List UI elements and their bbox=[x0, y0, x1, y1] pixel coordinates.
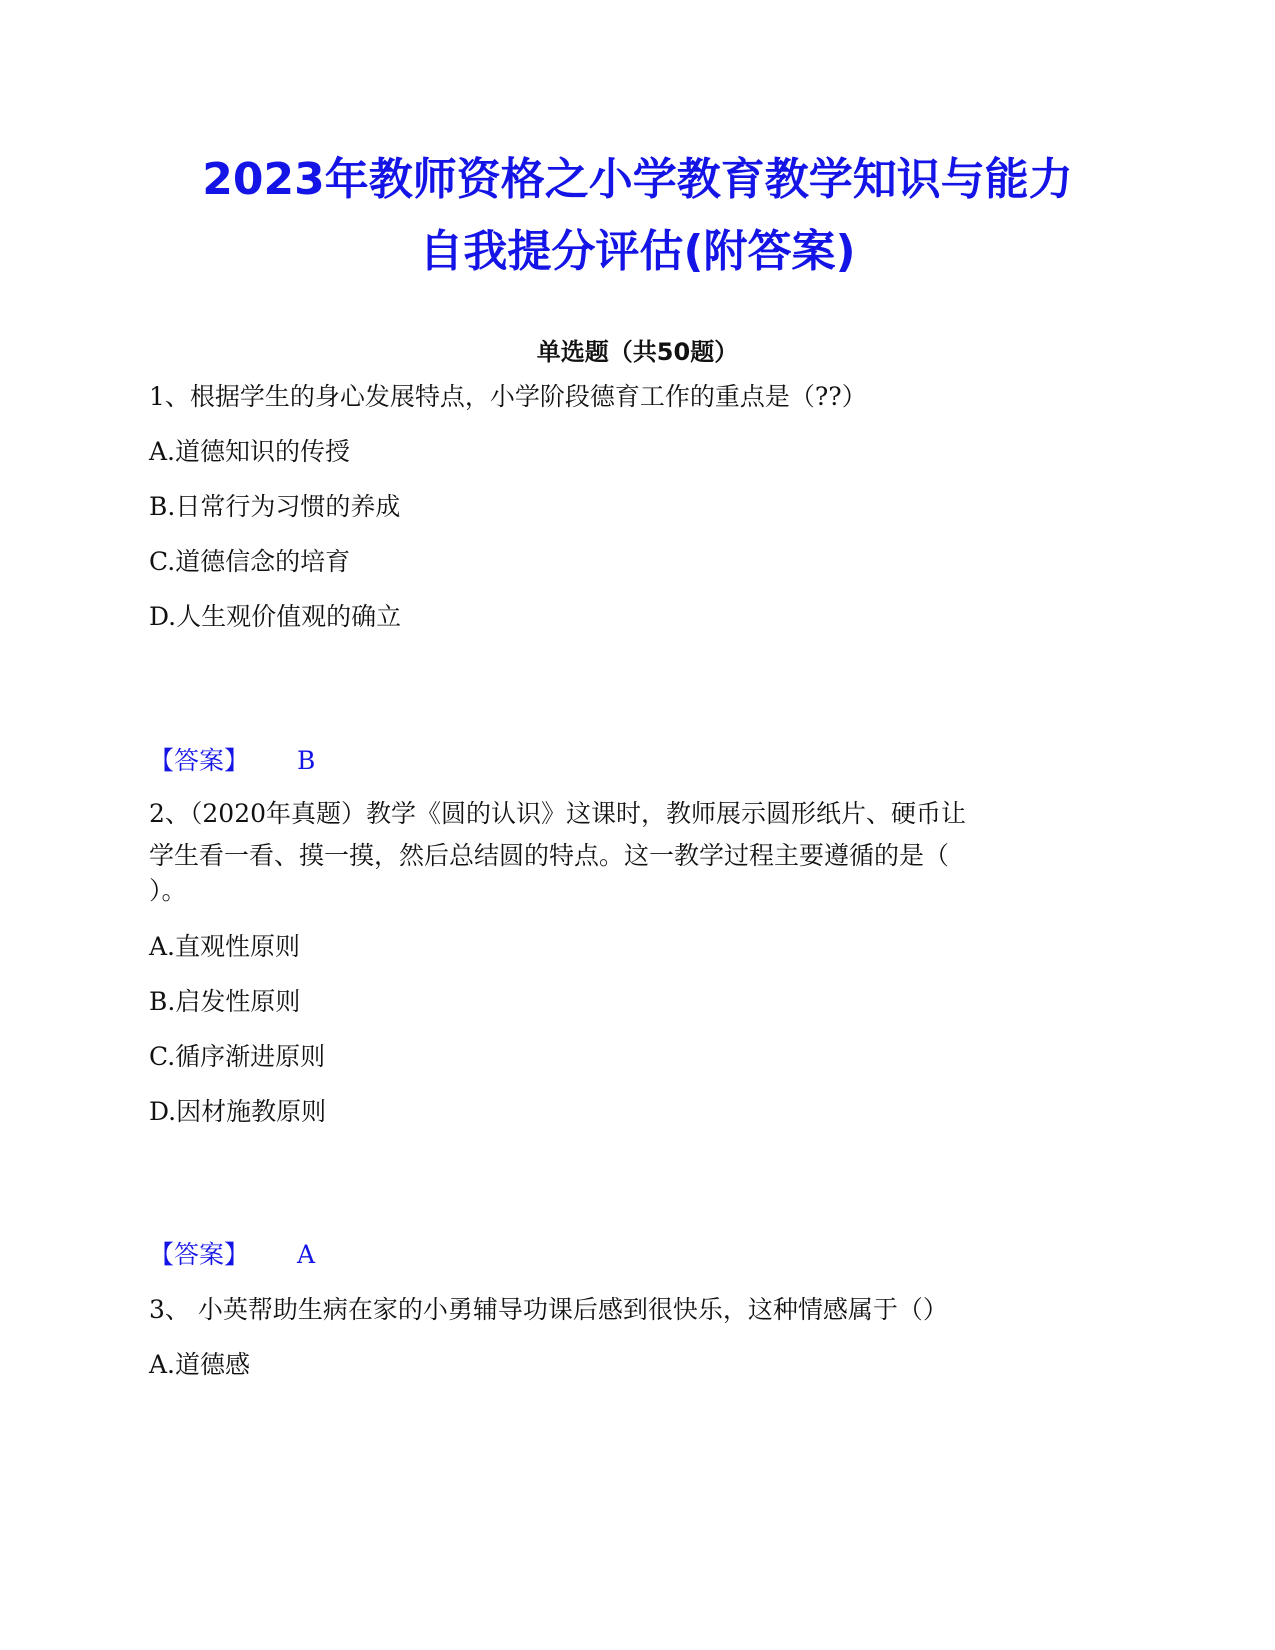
question-1-option-d: D.人生观价值观的确立 bbox=[149, 602, 402, 631]
question-1-answer bbox=[149, 744, 315, 778]
question-2-option-c: C.循序渐进原则 bbox=[149, 1042, 326, 1071]
question-2-stem-line-1: 2、（2020年真题）教学《圆的认识》这课时，教师展示圆形纸片、硬币让 bbox=[149, 799, 967, 828]
question-2-stem-line-2: 学生看一看、摸一摸，然后总结圆的特点。这一教学过程主要遵循的是（ bbox=[149, 841, 950, 870]
answer-value: A bbox=[297, 1240, 316, 1269]
question-1-option-c: C.道德信念的培育 bbox=[149, 547, 351, 576]
answer-tag: 【答案】 bbox=[149, 1240, 250, 1269]
question-3-stem: 3、 小英帮助生病在家的小勇辅导功课后感到很快乐，这种情感属于（） bbox=[149, 1295, 948, 1324]
answer-value: B bbox=[297, 746, 316, 775]
question-2-option-a: A.直观性原则 bbox=[149, 932, 301, 961]
document-title-line-2: 自我提分评估(附答案) bbox=[419, 226, 856, 277]
section-heading: 单选题（共50题） bbox=[536, 338, 739, 366]
document-title-line-1: 2023年教师资格之小学教育教学知识与能力 bbox=[202, 154, 1073, 205]
question-1-option-a: A.道德知识的传授 bbox=[149, 437, 351, 466]
question-2-stem-line-3: ）。 bbox=[149, 876, 187, 905]
question-1-option-b: B.日常行为习惯的养成 bbox=[149, 492, 401, 521]
question-1-stem: 1、根据学生的身心发展特点，小学阶段德育工作的重点是（??） bbox=[149, 382, 867, 411]
question-3-option-a: A.道德感 bbox=[149, 1350, 251, 1379]
question-2-option-d: D.因材施教原则 bbox=[149, 1097, 327, 1126]
question-2-option-b: B.启发性原则 bbox=[149, 987, 301, 1016]
answer-tag: 【答案】 bbox=[149, 746, 250, 775]
question-2-answer bbox=[149, 1238, 315, 1272]
